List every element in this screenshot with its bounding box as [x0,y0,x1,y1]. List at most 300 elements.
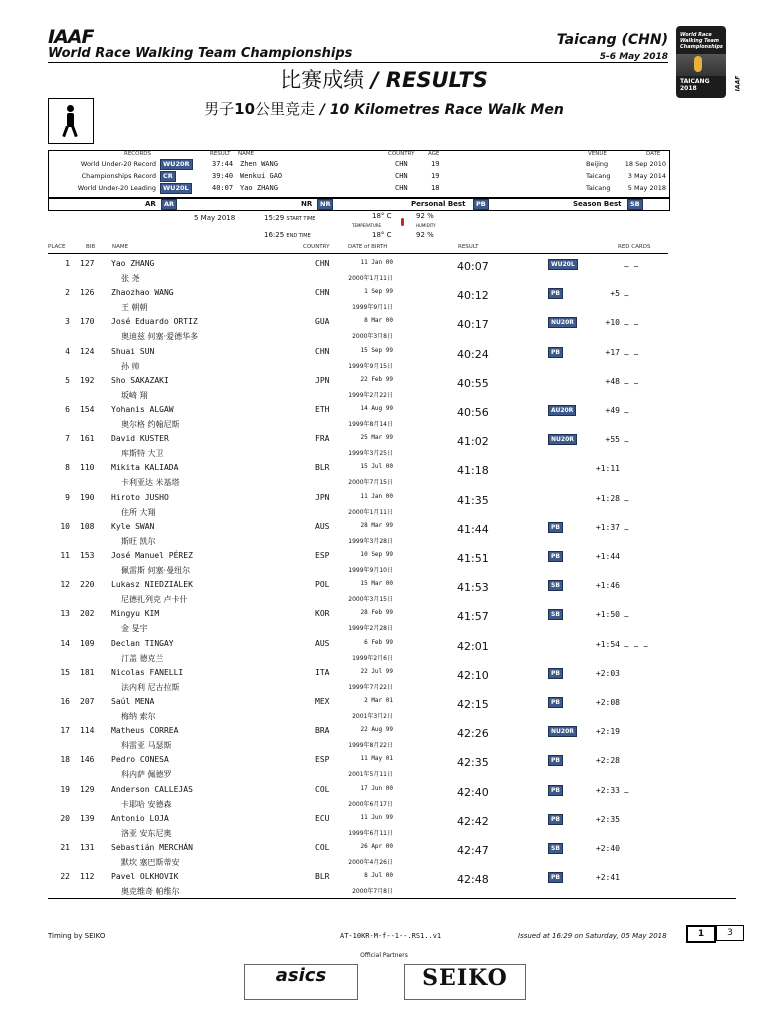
end-time: 16:25 END TIME [264,231,311,239]
issued-at: Issued at 16:29 on Saturday, 05 May 2018 [518,932,667,940]
date-of-birth: 26 Apr 00 [360,843,393,850]
country: FRA [315,434,330,444]
date-of-birth-chinese: 1999年9月15日 [348,362,393,370]
country: COL [315,784,330,794]
bib: 129 [80,784,95,794]
athlete-name-chinese: 默坎 塞巴斯蒂安 [121,858,180,867]
result: 41:02 [457,435,489,449]
date-of-birth: 15 Sep 99 [360,346,393,354]
athlete-name: Sebastián MERCHÁN [111,843,193,852]
record-age: 19 [431,172,440,180]
bib: 131 [80,843,95,852]
bib: 108 [80,521,95,531]
date-of-birth-chinese: 2000年7月15日 [348,479,393,487]
date-of-birth: 15 Jul 00 [360,463,393,471]
date-of-birth: 28 Feb 99 [360,609,393,617]
red-cards: ~ [624,787,629,797]
record-badge: PB [548,551,563,562]
record-badge: NU20R [548,317,577,328]
red-cards: ~ ~ [624,320,639,330]
bib: 127 [80,259,95,268]
bib: 181 [80,667,95,677]
athlete-name: Matheus CORREA [111,726,179,736]
result: 42:15 [457,698,489,711]
athlete-name: Anderson CALLEJAS [111,784,193,794]
time-behind: +1:11 [595,464,620,474]
athlete-name: Declan TINGAY [111,638,174,648]
red-cards: ~ [624,612,629,622]
athlete-name: Antonio LOJA [111,813,169,823]
col-red-cards: RED CARDS [618,244,651,250]
country: JPN [315,375,330,385]
place: 18 [60,755,70,765]
legend-ar: AR [145,200,156,208]
page-number: 1 [686,925,716,943]
athlete-name: Mikita KALIADA [111,463,179,473]
date-of-birth-chinese: 2000年1月11日 [348,275,393,282]
record-label: World Under-20 Leading [77,184,156,192]
athlete-name: José Manuel PÉREZ [111,551,193,560]
records-header-name: NAME [238,151,255,157]
records-header-venue: VENUE [588,151,607,157]
country: ESP [315,551,330,560]
bib: 139 [80,813,95,823]
record-badge: PB [548,785,563,796]
date-of-birth: 22 Feb 99 [360,375,393,383]
place: 10 [60,521,70,531]
asics-logo: asics [244,964,358,1000]
date-of-birth-chinese: 1999年8月14日 [348,421,393,428]
record-venue: Taicang [586,184,611,192]
date-of-birth: 28 Mar 99 [360,521,393,529]
result: 42:26 [457,727,489,741]
athlete-name-chinese: 住所 大翔 [121,507,156,517]
country: BLR [315,872,330,882]
place: 17 [60,726,70,736]
athlete-name: Lukasz NIEDZIALEK [111,580,193,590]
humidity-end: 92 % [416,231,434,239]
record-badge: PB [548,814,563,825]
athlete-name: Sho SAKAZAKI [111,375,169,385]
country: CHN [315,259,330,268]
athlete-name-chinese: 奥迪兹 何塞·爱德华多 [121,332,199,342]
athlete-name-chinese: 卡耶哈 安德森 [121,799,172,809]
red-cards: ~ [624,408,629,417]
place: 2 [65,288,70,298]
date-of-birth-chinese: 1999年7月22日 [348,683,393,691]
place: 21 [60,843,70,852]
col-bib: BIB [86,244,96,250]
country: COL [315,843,330,852]
temperature-label: TEMPERATURE [352,223,382,228]
records-header-date: DATE [646,151,661,157]
time-behind: +2:33 [595,785,620,795]
athlete-name: Hiroto JUSHO [111,492,169,502]
date-of-birth-chinese: 1999年2月28日 [348,625,393,633]
bib: 170 [80,317,95,327]
time-behind: +1:28 [595,493,620,503]
race-date: 5 May 2018 [194,214,236,222]
humidity-start: 92 % [416,212,434,220]
country: POL [315,580,330,590]
record-age: 19 [431,160,440,168]
legend-sb: Season Best [573,200,622,208]
result: 41:57 [457,610,489,624]
result: 42:35 [457,756,489,770]
record-label: Championships Record [81,172,156,180]
place: 15 [60,667,70,677]
place: 9 [65,492,70,502]
place: 6 [65,405,70,414]
athlete-name-chinese: 科内萨 佩德罗 [121,770,172,780]
temperature-start: 18° C [372,212,392,220]
result: 42:42 [457,814,489,828]
page-total: 3 [716,925,744,941]
athlete-name: David KUSTER [111,434,169,444]
country: BLR [315,463,330,473]
country: MEX [315,697,330,706]
place: 22 [60,872,70,882]
time-behind: +49 [605,406,620,415]
time-behind: +2:19 [595,727,620,737]
red-cards: ~ [624,495,629,505]
date-of-birth: 6 Feb 99 [364,638,393,646]
legend-sb-badge: SB [627,199,643,210]
result: 40:07 [457,260,489,273]
date-of-birth-chinese: 2000年7月8日 [352,888,393,896]
record-result: 39:40 [212,172,234,180]
athlete-name-chinese: 奥克维奇 帕维尔 [121,887,180,897]
country: CHN [315,288,330,298]
athlete-name-chinese: 梅纳 索尔 [121,712,156,721]
bib: 110 [80,463,95,473]
record-date: 3 May 2014 [627,172,666,180]
date-of-birth: 11 May 01 [360,755,393,763]
date-of-birth: 11 Jan 00 [360,492,393,500]
date-of-birth: 25 Mar 99 [360,434,393,442]
result: 41:53 [457,581,489,595]
record-badge: PB [548,668,563,679]
result: 41:44 [457,522,489,536]
place: 5 [65,375,70,385]
place: 8 [65,463,70,473]
bib: 146 [80,755,95,765]
country: BRA [315,726,330,736]
start-time: 15:29 START TIME [264,214,316,222]
red-cards: ~ [624,291,629,301]
place: 4 [65,346,70,356]
record-venue: Taicang [586,172,611,180]
time-behind: +5 [610,289,620,299]
athlete-name: Zhaozhao WANG [111,288,174,298]
record-venue: Beijing [586,160,609,168]
athlete-name: José Eduardo ORTIZ [111,317,198,327]
athlete-name: Kyle SWAN [111,521,155,531]
date-of-birth-chinese: 2000年6月17日 [348,800,393,808]
record-badge: NU20R [548,726,577,737]
athlete-name: Pedro CONESA [111,755,169,765]
place: 19 [60,784,70,794]
date-of-birth-chinese: 2000年3月8日 [352,333,393,341]
record-badge: NU20R [548,434,577,445]
record-badge: PB [548,697,563,708]
date-of-birth: 8 Mar 00 [364,317,393,325]
bib: 207 [80,697,95,706]
country: ETH [315,405,330,414]
country: AUS [315,638,330,648]
time-behind: +10 [605,318,620,328]
records-header-records: RECORDS [124,151,152,157]
athlete-name-chinese: 法内利 尼古拉斯 [121,682,180,692]
date-of-birth-chinese: 2000年4月26日 [348,859,393,866]
time-behind: +1:37 [595,522,620,532]
venue: Taicang (CHN) [556,32,668,48]
time-behind: +1:50 [595,610,620,620]
record-age: 18 [431,184,440,192]
seiko-logo: SEIKO [404,964,526,1000]
record-holder: Zhen WANG [240,160,278,168]
result: 42:47 [457,844,489,857]
header-underline [48,253,668,254]
col-dob: DATE of BIRTH [348,244,388,250]
record-country: CHN [395,184,408,192]
time-behind: +1:44 [595,552,620,561]
bib: 192 [80,375,95,385]
document-code: AT-10KR-M-f--1--.RS1..v1 [340,932,442,940]
athlete-name: Yao ZHANG [111,259,155,268]
thermometer-icon [401,218,404,226]
athlete-name-chinese: 斯旺 凯尔 [121,536,156,546]
date-of-birth: 14 Aug 99 [360,405,393,412]
record-date: 18 Sep 2010 [624,160,666,168]
athlete-name-chinese: 尼德扎列克 卢卡什 [121,595,188,605]
athlete-name-chinese: 佩雷斯 何塞·曼纽尔 [121,566,191,575]
result: 40:17 [457,318,489,332]
date-of-birth-chinese: 1999年6月11日 [348,829,393,837]
official-partners: Official Partners [360,952,408,959]
date-of-birth: 1 Sep 99 [364,288,393,296]
emblem-city: TAICANG 2018 [680,78,710,92]
records-header-age: AGE [428,151,440,157]
country: ECU [315,813,330,823]
record-badge: AU20R [548,405,576,416]
record-badge: WU20R [160,159,193,170]
place: 3 [65,317,70,327]
championship-title: World Race Walking Team Championships [48,46,353,61]
event-title: 男子10公里竞走 / 10 Kilometres Race Walk Men [204,100,564,118]
temperature-end: 18° C [372,231,392,239]
legend-ar-badge: AR [161,199,177,210]
bib: 124 [80,346,95,356]
record-country: CHN [395,160,408,168]
col-result: RESULT [458,244,479,250]
col-name: NAME [112,244,129,250]
country: AUS [315,521,330,531]
time-behind: +48 [605,376,620,386]
record-badge: WU20L [160,183,192,194]
time-behind: +2:41 [595,873,620,883]
date-of-birth: 2 Mar 01 [364,697,393,704]
result: 42:10 [457,668,489,682]
event-dates: 5-6 May 2018 [599,52,668,62]
bib: 154 [80,405,95,414]
iaaf-mini-logo: IAAF [734,75,742,92]
athlete-name-chinese: 王 朝朝 [121,303,148,313]
athlete-name: Pavel OLKHOVIK [111,872,179,882]
athlete-name-chinese: 奥尔格 约翰尼斯 [121,420,180,429]
athlete-name: Shuai SUN [111,346,155,356]
legend-pb: Personal Best [411,200,466,208]
header-rule [48,62,668,63]
time-behind: +2:28 [595,756,620,766]
athlete-name-chinese: 金 旻宇 [121,624,148,634]
red-cards: ~ ~ [624,262,639,271]
place: 14 [60,638,70,648]
time-behind: +2:08 [595,698,620,707]
col-country: COUNTRY [303,244,330,250]
place: 16 [60,697,70,706]
records-header-country: COUNTRY [388,151,415,157]
bib: 114 [80,726,95,736]
place: 13 [60,609,70,619]
record-badge: PB [548,872,563,883]
athlete-name-chinese: 库斯特 大卫 [121,449,164,459]
athlete-name-chinese: 汀盖 德克兰 [121,653,164,663]
result: 42:01 [457,639,489,653]
bib: 112 [80,872,95,882]
result: 41:35 [457,493,489,507]
record-result: 40:07 [212,184,234,192]
place: 1 [65,259,70,268]
time-behind: +2:03 [595,668,620,678]
athlete-name: Mingyu KIM [111,609,160,619]
date-of-birth-chinese: 1999年3月25日 [348,450,393,458]
records-header-result: RESULT [210,151,231,157]
red-cards: ~ ~ ~ [624,641,649,651]
bib: 126 [80,288,95,298]
result: 40:12 [457,289,489,303]
country: CHN [315,346,330,356]
record-badge: PB [548,347,563,358]
red-cards: ~ [624,524,629,534]
record-badge: SB [548,843,563,854]
red-cards: ~ ~ [624,378,639,388]
date-of-birth-chinese: 2000年1月11日 [348,508,393,516]
country: ESP [315,755,330,765]
red-cards: ~ [624,437,629,447]
athlete-name-chinese: 卡利亚达 米基塔 [121,478,180,488]
record-badge: PB [548,755,563,766]
record-result: 37:44 [212,160,234,168]
timing-credit: Timing by SEIKO [48,932,106,940]
place: 12 [60,580,70,590]
country: GUA [315,317,330,327]
record-country: CHN [395,172,408,180]
date-of-birth: 15 Mar 00 [360,580,393,588]
date-of-birth: 8 Jul 00 [364,872,393,880]
record-label: World Under-20 Record [80,160,156,168]
bib: 161 [80,434,95,444]
athlete-name: Nicolas FANELLI [111,667,184,677]
record-badge: CR [160,171,176,182]
date-of-birth: 22 Aug 99 [360,726,393,734]
col-place: PLACE [48,244,66,250]
record-badge: PB [548,288,563,299]
place: 7 [65,434,70,444]
date-of-birth: 22 Jul 99 [360,667,393,675]
date-of-birth-chinese: 1999年2月6日 [352,654,393,662]
date-of-birth-chinese: 2001年5月11日 [348,771,393,779]
result: 42:48 [457,873,489,887]
athlete-name-chinese: 科雷亚 马瑟斯 [121,741,172,751]
date-of-birth-chinese: 1999年8月22日 [348,742,393,750]
red-cards: ~ ~ [624,349,639,359]
legend-nr-badge: NR [317,199,333,210]
time-behind: +17 [605,347,620,357]
place: 20 [60,813,70,823]
result: 41:18 [457,464,489,478]
footer-rule [48,898,736,899]
date-of-birth-chinese: 1999年9月1日 [352,304,393,312]
result: 40:24 [457,347,489,361]
date-of-birth: 10 Sep 99 [360,551,393,558]
page-title: 比赛成绩 / RESULTS [280,68,488,92]
humidity-label: HUMIDITY [416,223,436,228]
record-badge: SB [548,580,563,591]
record-legend [48,198,670,211]
country: JPN [315,492,330,502]
country: KOR [315,609,330,619]
result: 41:51 [457,552,489,565]
record-badge: PB [548,522,563,533]
athlete-name-chinese: 洛亚 安东尼奥 [121,828,172,838]
result: 42:40 [457,785,489,799]
record-holder: Wenkui GAO [240,172,283,180]
legend-nr: NR [301,200,313,208]
date-of-birth-chinese: 2000年3月15日 [348,596,393,604]
date-of-birth-chinese: 1999年3月28日 [348,537,393,545]
place: 11 [60,551,70,560]
legend-pb-badge: PB [473,199,489,210]
result: 40:56 [457,406,489,419]
iaaf-logo: IAAF [48,26,94,48]
bib: 220 [80,580,95,590]
date-of-birth-chinese: 1999年9月10日 [348,567,393,574]
record-badge: SB [548,609,563,620]
bib: 202 [80,609,95,619]
record-date: 5 May 2018 [627,184,666,192]
time-behind: +55 [605,435,620,445]
record-holder: Yao ZHANG [240,184,278,192]
date-of-birth-chinese: 1999年2月22日 [348,391,393,399]
emblem-text: World Race Walking Team Championships [680,32,723,50]
athlete-name-chinese: 张 尧 [121,274,140,283]
time-behind: +2:35 [595,814,620,824]
result: 40:55 [457,376,489,390]
time-behind: +1:54 [595,639,620,649]
time-behind: +2:40 [595,844,620,853]
time-behind: +1:46 [595,581,620,591]
athlete-name-chinese: 坂崎 翔 [121,390,148,400]
bib: 190 [80,492,95,502]
date-of-birth: 11 Jan 00 [360,259,393,266]
bib: 109 [80,638,95,648]
athlete-name: Yohanis ALGAW [111,405,174,414]
record-badge: WU20L [548,259,578,270]
athlete-name-chinese: 孙 帅 [121,361,140,371]
country: ITA [315,667,330,677]
date-of-birth-chinese: 2001年3月2日 [352,713,393,720]
